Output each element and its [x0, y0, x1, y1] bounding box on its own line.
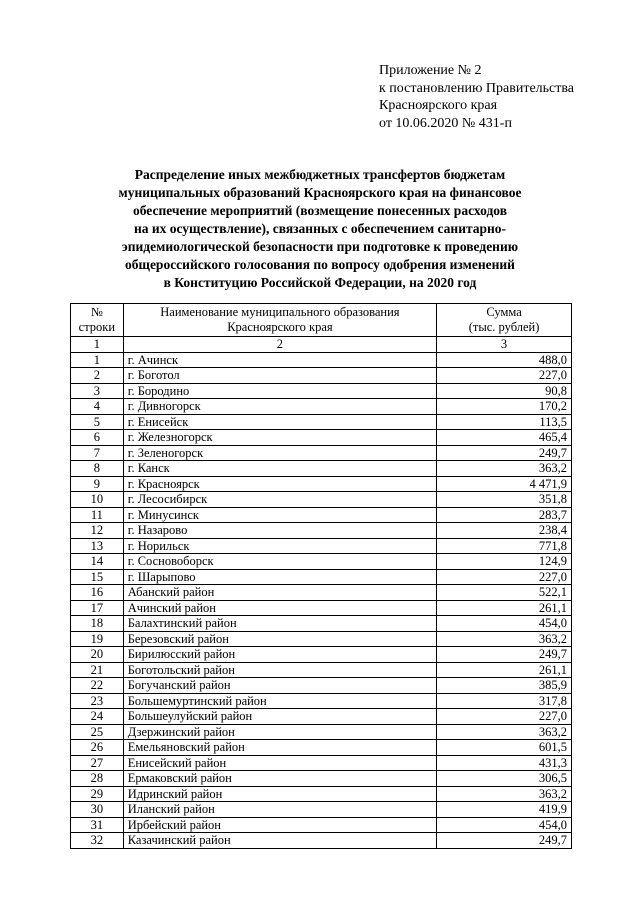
sum-cell: 317,8	[437, 693, 572, 709]
municipality-name-cell: Боготольский район	[123, 662, 436, 678]
municipality-name-cell: г. Канск	[123, 461, 436, 477]
municipality-name-cell: г. Енисейск	[123, 414, 436, 430]
row-number-cell: 8	[71, 461, 124, 477]
row-number-cell: 9	[71, 476, 124, 492]
sum-cell: 124,9	[437, 554, 572, 570]
annex-line: от 10.06.2020 № 431-п	[379, 115, 512, 131]
sum-cell: 306,5	[437, 771, 572, 787]
sum-cell: 261,1	[437, 662, 572, 678]
table-row	[71, 507, 572, 523]
title-line: Распределение иных межбюджетных трансфертов бюджетам	[134, 167, 506, 182]
municipality-name-cell: Казачинский район	[123, 833, 436, 849]
table-row	[71, 569, 572, 585]
table-row	[71, 740, 572, 756]
municipality-name-cell: г. Зеленогорск	[123, 445, 436, 461]
row-number-cell: 22	[71, 678, 124, 694]
table-row	[71, 554, 572, 570]
header-sum	[437, 304, 572, 337]
row-number-cell: 16	[71, 585, 124, 601]
header-text: Красноярского края	[227, 320, 333, 334]
sum-cell: 385,9	[437, 678, 572, 694]
sum-cell: 465,4	[437, 430, 572, 446]
sum-cell: 90,8	[437, 383, 572, 399]
sum-cell: 363,2	[437, 724, 572, 740]
municipality-name-cell: Дзержинский район	[123, 724, 436, 740]
municipality-name-cell: г. Сосновоборск	[123, 554, 436, 570]
row-number-cell: 19	[71, 631, 124, 647]
municipality-name-cell: г. Красноярск	[123, 476, 436, 492]
header-text: №	[90, 305, 103, 319]
table-row	[71, 755, 572, 771]
municipality-name-cell: г. Ачинск	[123, 352, 436, 368]
sum-cell: 249,7	[437, 647, 572, 663]
municipality-name-cell: Ачинский район	[123, 600, 436, 616]
table-row	[71, 786, 572, 802]
row-number-cell: 31	[71, 817, 124, 833]
row-number-cell: 30	[71, 802, 124, 818]
table-row	[71, 414, 572, 430]
row-number-cell: 13	[71, 538, 124, 554]
sum-cell: 522,1	[437, 585, 572, 601]
table-row	[71, 647, 572, 663]
table-row	[71, 631, 572, 647]
sum-cell: 283,7	[437, 507, 572, 523]
sum-cell: 363,2	[437, 631, 572, 647]
table-row	[71, 523, 572, 539]
municipality-name-cell: г. Назарово	[123, 523, 436, 539]
sum-cell: 363,2	[437, 786, 572, 802]
table-row	[71, 352, 572, 368]
sum-cell: 238,4	[437, 523, 572, 539]
sum-cell: 113,5	[437, 414, 572, 430]
title-line: общероссийского голосования по вопросу одобрения изменений	[125, 257, 515, 272]
table-row	[71, 616, 572, 632]
annex-line: к постановлению Правительства	[379, 80, 575, 96]
table-row	[71, 476, 572, 492]
municipality-name-cell: г. Бородино	[123, 383, 436, 399]
row-number-cell: 26	[71, 740, 124, 756]
municipality-name-cell: Бирилюсский район	[123, 647, 436, 663]
sum-cell: 419,9	[437, 802, 572, 818]
municipality-name-cell: Енисейский район	[123, 755, 436, 771]
row-number-cell: 5	[71, 414, 124, 430]
row-number-cell: 15	[71, 569, 124, 585]
row-number-cell: 11	[71, 507, 124, 523]
sum-cell: 249,7	[437, 833, 572, 849]
municipality-name-cell: Емельяновский район	[123, 740, 436, 756]
sum-cell: 488,0	[437, 352, 572, 368]
row-number-cell: 4	[71, 399, 124, 415]
row-number-cell: 25	[71, 724, 124, 740]
table-body	[71, 337, 572, 849]
municipality-name-cell: Балахтинский район	[123, 616, 436, 632]
column-index: 2	[123, 337, 436, 353]
annex-header	[379, 62, 574, 132]
document-title	[70, 166, 570, 292]
sum-cell: 249,7	[437, 445, 572, 461]
table-row	[71, 399, 572, 415]
table-row	[71, 709, 572, 725]
title-line: эпидемиологической безопасности при подготовке к проведению	[121, 239, 519, 254]
row-number-cell: 17	[71, 600, 124, 616]
table-header-row	[71, 304, 572, 337]
column-index-row	[71, 337, 572, 353]
sum-cell: 227,0	[437, 569, 572, 585]
table-row	[71, 833, 572, 849]
sum-cell: 170,2	[437, 399, 572, 415]
table-row	[71, 802, 572, 818]
row-number-cell: 29	[71, 786, 124, 802]
header-text: Наименование муниципального образования	[160, 305, 400, 319]
sum-cell: 363,2	[437, 461, 572, 477]
municipality-name-cell: г. Шарыпово	[123, 569, 436, 585]
sum-cell: 601,5	[437, 740, 572, 756]
municipality-name-cell: Идринский район	[123, 786, 436, 802]
municipality-name-cell: г. Минусинск	[123, 507, 436, 523]
municipality-name-cell: Большемуртинский район	[123, 693, 436, 709]
header-text: Сумма	[486, 305, 522, 319]
row-number-cell: 27	[71, 755, 124, 771]
table-row	[71, 383, 572, 399]
table-row	[71, 445, 572, 461]
table-row	[71, 771, 572, 787]
row-number-cell: 1	[71, 352, 124, 368]
annex-line: Приложение № 2	[379, 63, 482, 78]
row-number-cell: 32	[71, 833, 124, 849]
annex-line: Красноярского края	[379, 98, 498, 113]
municipality-name-cell: Иланский район	[123, 802, 436, 818]
municipality-name-cell: Большеулуйский район	[123, 709, 436, 725]
table-row	[71, 662, 572, 678]
sum-cell: 431,3	[437, 755, 572, 771]
row-number-cell: 18	[71, 616, 124, 632]
municipality-name-cell: г. Норильск	[123, 538, 436, 554]
row-number-cell: 3	[71, 383, 124, 399]
table-row	[71, 693, 572, 709]
header-text: (тыс. рублей)	[468, 320, 540, 334]
header-text: строки	[78, 320, 116, 334]
table-row	[71, 538, 572, 554]
title-line: в Конституцию Российской Федерации, на 2020 год	[163, 275, 477, 290]
row-number-cell: 10	[71, 492, 124, 508]
municipality-name-cell: Березовский район	[123, 631, 436, 647]
column-index: 3	[437, 337, 572, 353]
sum-cell: 227,0	[437, 709, 572, 725]
distribution-table	[70, 303, 572, 849]
row-number-cell: 24	[71, 709, 124, 725]
title-line: обеспечение мероприятий (возмещение понесенных расходов	[132, 203, 508, 218]
table-row	[71, 817, 572, 833]
sum-cell: 261,1	[437, 600, 572, 616]
row-number-cell: 23	[71, 693, 124, 709]
municipality-name-cell: Абанский район	[123, 585, 436, 601]
table-row	[71, 461, 572, 477]
sum-cell: 4 471,9	[437, 476, 572, 492]
header-municipality-name	[123, 304, 436, 337]
row-number-cell: 12	[71, 523, 124, 539]
table-row	[71, 678, 572, 694]
sum-cell: 227,0	[437, 368, 572, 384]
sum-cell: 454,0	[437, 616, 572, 632]
row-number-cell: 20	[71, 647, 124, 663]
municipality-name-cell: Ирбейский район	[123, 817, 436, 833]
title-line: на их осуществление), связанных с обеспечением санитарно-	[133, 221, 507, 236]
municipality-name-cell: Ермаковский район	[123, 771, 436, 787]
table-row	[71, 430, 572, 446]
column-index: 1	[71, 337, 124, 353]
municipality-name-cell: г. Боготол	[123, 368, 436, 384]
table-row	[71, 585, 572, 601]
row-number-cell: 2	[71, 368, 124, 384]
municipality-name-cell: Богучанский район	[123, 678, 436, 694]
table-row	[71, 724, 572, 740]
row-number-cell: 28	[71, 771, 124, 787]
municipality-name-cell: г. Железногорск	[123, 430, 436, 446]
title-line: муниципальных образований Красноярского края на финансовое	[118, 185, 522, 200]
sum-cell: 454,0	[437, 817, 572, 833]
municipality-name-cell: г. Лесосибирск	[123, 492, 436, 508]
row-number-cell: 14	[71, 554, 124, 570]
sum-cell: 351,8	[437, 492, 572, 508]
row-number-cell: 6	[71, 430, 124, 446]
header-row-number	[71, 304, 124, 337]
sum-cell: 771,8	[437, 538, 572, 554]
municipality-name-cell: г. Дивногорск	[123, 399, 436, 415]
row-number-cell: 7	[71, 445, 124, 461]
row-number-cell: 21	[71, 662, 124, 678]
table-row	[71, 492, 572, 508]
table-row	[71, 600, 572, 616]
table-row	[71, 368, 572, 384]
